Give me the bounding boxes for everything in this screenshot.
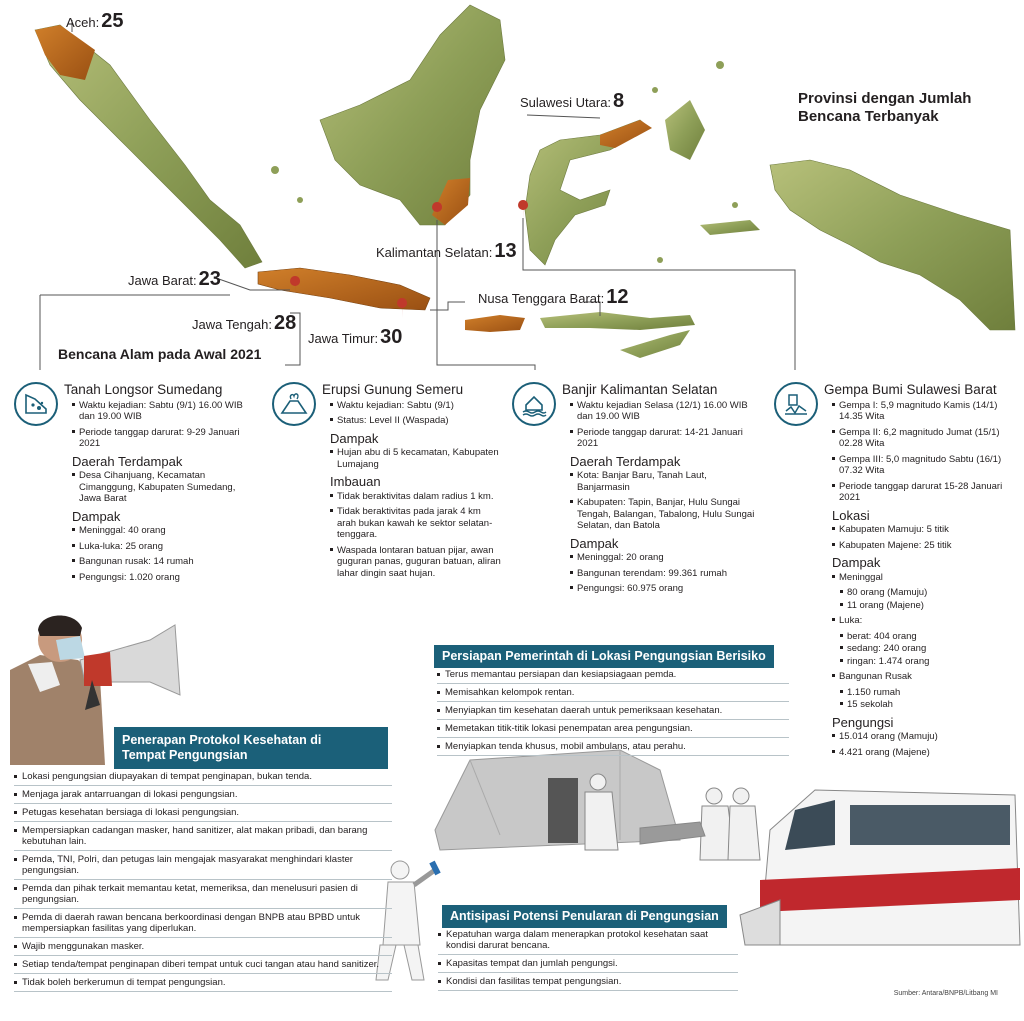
list-item: Bangunan rusak: 14 rumah (72, 556, 254, 568)
label-sulawesi-utara (520, 90, 624, 113)
list-item: Waktu kejadian: Sabtu (9/1) (330, 400, 502, 412)
list-item: Pemda di daerah rawan bencana berkoordinasi dengan BNPB atau BPBD untuk mempersiapkan fasilitas yang diperlukan. (14, 909, 392, 938)
protokol-title-line1: Penerapan Protokol Kesehatan di (122, 733, 322, 747)
subheading: Dampak (570, 535, 619, 551)
list-item: Desa Cihanjuang, Kecamatan Cimanggung, Kabupaten Sumedang, Jawa Barat (72, 470, 254, 505)
protokol-title (114, 727, 388, 769)
list-item: Menjaga jarak antarruangan di lokasi pengungsian. (14, 786, 392, 804)
province-name: Kalimantan Selatan: (376, 245, 493, 260)
list-subitem: sedang: 240 orang (832, 643, 1014, 655)
landslide-icon (14, 382, 58, 426)
event-title: Erupsi Gunung Semeru (322, 382, 464, 397)
list-item: Tidak beraktivitas dalam radius 1 km. (330, 491, 502, 503)
label-jawa-barat (128, 268, 221, 291)
antisipasi-list (438, 926, 738, 991)
sulawesi-island (525, 120, 650, 265)
list-item: Mempersiapkan cadangan masker, hand sanitizer, alat makan pribadi, dan barang kebutuhan lain. (14, 822, 392, 851)
province-name: Aceh: (66, 15, 100, 30)
indonesia-map (0, 0, 1024, 370)
list-item: Pengungsi: 1.020 orang (72, 572, 254, 584)
event-title: Tanah Longsor Sumedang (64, 382, 223, 397)
subheading: Daerah Terdampak (72, 453, 183, 469)
list-subitem: 11 orang (Majene) (832, 600, 1014, 612)
list-item: Waktu kejadian: Sabtu (9/1) 16.00 WIB dan 19.00 WIB (72, 400, 254, 423)
list-item: Kapasitas tempat dan jumlah pengungsi. (438, 955, 738, 973)
list-item: Meninggal (832, 572, 1014, 584)
list-item: Periode tanggap darurat: 14-21 Januari 2021 (570, 427, 762, 450)
province-count: 30 (380, 326, 403, 348)
list-item: Tidak beraktivitas pada jarak 4 km arah bukan kawah ke sektor selatan-tenggara. (330, 506, 502, 541)
ntb-islands (465, 315, 525, 332)
subheading: Dampak (72, 508, 121, 524)
list-item: Memisahkan kelompok rentan. (437, 684, 789, 702)
province-count: 23 (198, 268, 221, 290)
list-item: Wajib menggunakan masker. (14, 938, 392, 956)
list-item: Gempa II: 6,2 magnitudo Jumat (15/1) 02.28 Wita (832, 427, 1014, 450)
sulawesi-utara-region (600, 120, 652, 148)
list-subitem: 15 sekolah (832, 699, 1014, 711)
list-item: Menyiapkan tenda khusus, mobil ambulans, atau perahu. (437, 738, 789, 756)
ntt-islands (540, 312, 695, 330)
maluku-islands (665, 100, 705, 160)
protokol-title-line2: Tempat Pengungsian (122, 748, 248, 762)
list-item: Gempa III: 5,0 magnitudo Sabtu (16/1) 07.32 Wita (832, 454, 1014, 477)
event-title: Gempa Bumi Sulawesi Barat (824, 382, 997, 397)
list-item: Status: Level II (Waspada) (330, 415, 502, 427)
flood-icon (512, 382, 556, 426)
list-subitem: ringan: 1.474 orang (832, 656, 1014, 668)
list-item: Kabupaten Majene: 25 titik (832, 540, 1014, 552)
province-count: 13 (494, 240, 517, 262)
event-title: Banjir Kalimantan Selatan (562, 382, 718, 397)
list-item: Waktu kejadian Selasa (12/1) 16.00 WIB dan 19.00 WIB (570, 400, 762, 423)
label-jawa-tengah (192, 312, 296, 335)
province-name: Jawa Timur: (308, 331, 379, 346)
event-volcano (272, 382, 502, 583)
list-item: 15.014 orang (Mamuju) (832, 731, 1014, 743)
list-item: Tidak boleh berkerumun di tempat pengungsian. (14, 974, 392, 992)
section-title: Bencana Alam pada Awal 2021 (58, 346, 262, 362)
list-item: 4.421 orang (Majene) (832, 747, 1014, 759)
ambulance-illustration (740, 790, 1020, 945)
province-name: Nusa Tenggara Barat: (478, 291, 605, 306)
map-title: Provinsi dengan Jumlah Bencana Terbanyak (798, 90, 972, 125)
list-item: Luka-luka: 25 orang (72, 541, 254, 553)
label-jawa-timur (308, 326, 402, 349)
persiapan-title: Persiapan Pemerintah di Lokasi Pengungsian Berisiko (434, 645, 774, 668)
subheading: Dampak (330, 430, 379, 446)
label-kalimantan-selatan (376, 240, 517, 263)
list-item: Bangunan terendam: 99.361 rumah (570, 568, 762, 580)
list-subitem: 80 orang (Mamuju) (832, 587, 1014, 599)
list-item: Memetakan titik-titik lokasi penempatan area pengungsian. (437, 720, 789, 738)
list-item: Meninggal: 20 orang (570, 552, 762, 564)
subheading: Daerah Terdampak (570, 453, 681, 469)
event-landslide (14, 382, 254, 587)
province-count: 25 (101, 10, 124, 32)
list-item: Setiap tenda/tempat penginapan diberi tempat untuk cuci tangan atau hand sanitizer. (14, 956, 392, 974)
list-item: Kota: Banjar Baru, Tanah Laut, Banjarmasin (570, 470, 762, 493)
province-name: Jawa Barat: (128, 273, 197, 288)
list-item: Periode tanggap darurat 15-28 Januari 2021 (832, 481, 1014, 504)
province-count: 28 (274, 312, 297, 334)
list-item: Luka: (832, 615, 1014, 627)
province-count: 8 (613, 90, 625, 112)
list-item: Kepatuhan warga dalam menerapkan protokol kesehatan saat kondisi darurat bencana. (438, 926, 738, 955)
label-aceh (66, 10, 124, 33)
source-credit: Sumber: Antara/BNPB/Litbang MI (893, 990, 998, 997)
seram-island (700, 220, 760, 235)
list-subitem: 1.150 rumah (832, 687, 1014, 699)
event-flood (512, 382, 762, 599)
aceh-region (35, 25, 95, 80)
list-item: Pemda dan pihak terkait memantau ketat, memeriksa, dan menelusuri pasien di pengungsian. (14, 880, 392, 909)
list-item: Kondisi dan fasilitas tempat pengungsian. (438, 973, 738, 991)
list-item: Petugas kesehatan bersiaga di lokasi pengungsian. (14, 804, 392, 822)
list-item: Waspada lontaran batuan pijar, awan guguran panas, guguran batuan, aliran lahar dingin saat hujan. (330, 545, 502, 580)
subheading: Lokasi (832, 507, 870, 523)
list-item: Periode tanggap darurat: 9-29 Januari 2021 (72, 427, 254, 450)
subheading: Pengungsi (832, 714, 894, 730)
timor-island (620, 330, 690, 358)
list-item: Bangunan Rusak (832, 671, 1014, 683)
list-item: Lokasi pengungsian diupayakan di tempat penginapan, bukan tenda. (14, 768, 392, 786)
label-nusa-tenggara-barat (478, 286, 628, 309)
papua-island (770, 160, 1015, 330)
list-item: Terus memantau persiapan dan kesiapsiagaan pemda. (437, 666, 789, 684)
province-name: Jawa Tengah: (192, 317, 272, 332)
list-item: Menyiapkan tim kesehatan daerah untuk pemeriksaan kesehatan. (437, 702, 789, 720)
list-item: Hujan abu di 5 kecamatan, Kabupaten Lumajang (330, 447, 502, 470)
protokol-list (14, 768, 392, 992)
volcano-icon (272, 382, 316, 426)
list-item: Pemda, TNI, Polri, dan petugas lain mengajak masyarakat menghindari klaster pengungsian. (14, 851, 392, 880)
list-item: Kabupaten Mamuju: 5 titik (832, 524, 1014, 536)
list-item: Meninggal: 40 orang (72, 525, 254, 537)
subheading: Dampak (832, 555, 881, 570)
list-item: Pengungsi: 60.975 orang (570, 583, 762, 595)
list-item: Kabupaten: Tapin, Banjar, Hulu Sungai Tengah, Balangan, Tabalong, Hulu Sungai Selatan, dan Batola (570, 497, 762, 532)
province-name: Sulawesi Utara: (520, 95, 612, 110)
antisipasi-title: Antisipasi Potensi Penularan di Pengungsian (442, 905, 727, 928)
list-item: Gempa I: 5,9 magnitudo Kamis (14/1) 14.35 Wita (832, 400, 1014, 423)
province-count: 12 (606, 286, 629, 308)
persiapan-list (437, 666, 789, 756)
list-subitem: berat: 404 orang (832, 631, 1014, 643)
event-header (14, 382, 254, 587)
earthquake-icon (774, 382, 818, 426)
kalimantan-island (320, 5, 505, 225)
event-header (512, 382, 762, 599)
event-header (272, 382, 502, 583)
subheading: Imbauan (330, 474, 381, 489)
